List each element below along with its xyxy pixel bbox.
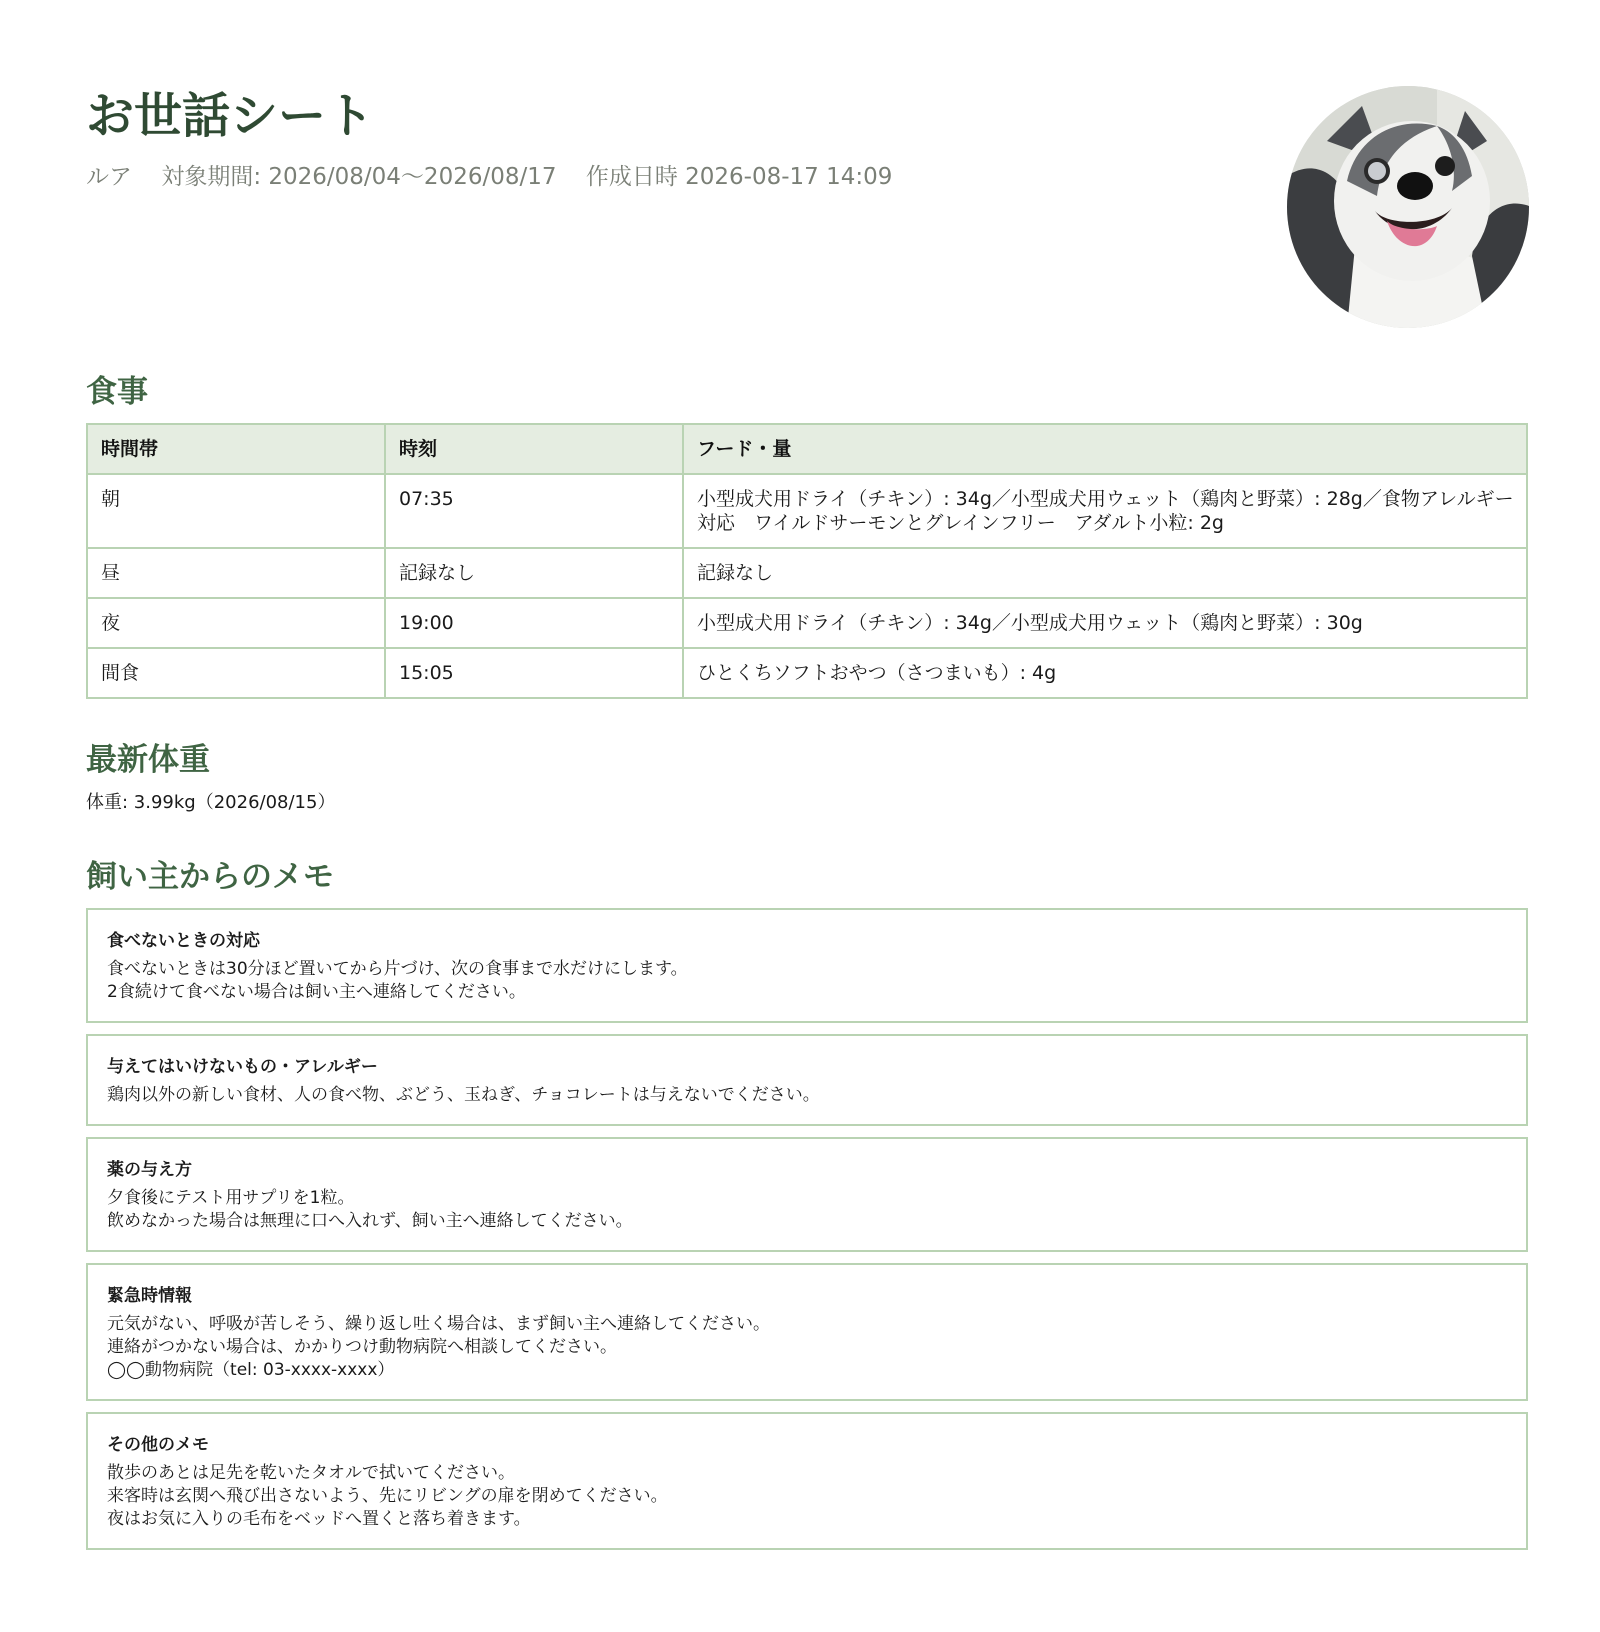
memo-card-not-eating <box>86 908 1528 1023</box>
memo-title: 食べないときの対応 <box>107 931 260 951</box>
memo-line: ◯◯動物病院（tel: 03-xxxx-xxxx） <box>107 1360 395 1380</box>
cell-slot: 朝 <box>87 474 385 548</box>
memo-line: 来客時は玄関へ飛び出さないよう、先にリビングの扉を閉めてください。 <box>107 1486 668 1506</box>
memo-card-other <box>86 1412 1528 1550</box>
memo-line: 食べないときは30分ほど置いてから片づけ、次の食事まで水だけにします。 <box>107 959 688 979</box>
memo-card-allergy <box>86 1034 1528 1126</box>
memo-line: 2食続けて食べない場合は飼い主へ連絡してください。 <box>107 982 526 1002</box>
created-at: 作成日時 2026-08-17 14:09 <box>585 164 893 190</box>
memo-line: 飲めなかった場合は無理に口へ入れず、飼い主へ連絡してください。 <box>107 1211 633 1231</box>
memo-card-emergency <box>86 1263 1528 1401</box>
cell-food: 小型成犬用ドライ（チキン）: 34g／小型成犬用ウェット（鶏肉と野菜）: 28g／食物アレルギー対応 ワイルドサーモンとグレインフリー アダルト小粒: 2g <box>683 474 1527 548</box>
pet-name: ルア <box>86 164 132 190</box>
table-row <box>87 548 1527 598</box>
column-header-time: 時刻 <box>385 424 683 474</box>
header <box>86 0 1528 340</box>
cell-food: 小型成犬用ドライ（チキン）: 34g／小型成犬用ウェット（鶏肉と野菜）: 30g <box>683 598 1527 648</box>
memo-title: 緊急時情報 <box>107 1286 192 1306</box>
meals-section-title: 食事 <box>86 374 148 410</box>
meals-table <box>86 423 1528 699</box>
memo-title: 薬の与え方 <box>107 1160 192 1180</box>
memo-line: 元気がない、呼吸が苦しそう、繰り返し吐く場合は、まず飼い主へ連絡してください。 <box>107 1314 770 1334</box>
page-title: お世話シート <box>86 88 375 144</box>
memo-title: 与えてはいけないもの・アレルギー <box>107 1057 378 1077</box>
pet-avatar <box>1287 86 1529 328</box>
table-row <box>87 598 1527 648</box>
cell-slot: 夜 <box>87 598 385 648</box>
column-header-slot: 時間帯 <box>87 424 385 474</box>
cell-slot: 間食 <box>87 648 385 698</box>
dog-photo-icon <box>1287 86 1529 328</box>
memo-line: 散歩のあとは足先を乾いたタオルで拭いてください。 <box>107 1463 515 1483</box>
cell-time: 07:35 <box>385 474 683 548</box>
memo-line: 夜はお気に入りの毛布をベッドへ置くと落ち着きます。 <box>107 1509 531 1529</box>
cell-slot: 昼 <box>87 548 385 598</box>
memo-line: 連絡がつかない場合は、かかりつけ動物病院へ相談してください。 <box>107 1337 617 1357</box>
memo-line: 夕食後にテスト用サプリを1粒。 <box>107 1188 355 1208</box>
cell-food: ひとくちソフトおやつ（さつまいも）: 4g <box>683 648 1527 698</box>
table-row <box>87 474 1527 548</box>
weight-value: 体重: 3.99kg（2026/08/15） <box>86 792 336 813</box>
cell-food: 記録なし <box>683 548 1527 598</box>
cell-time: 19:00 <box>385 598 683 648</box>
memo-section-title: 飼い主からのメモ <box>86 859 334 895</box>
memo-line: 鶏肉以外の新しい食材、人の食べ物、ぶどう、玉ねぎ、チョコレートは与えないでください。 <box>107 1085 820 1105</box>
weight-section-title: 最新体重 <box>86 742 210 778</box>
memo-card-medicine <box>86 1137 1528 1252</box>
table-header-row <box>87 424 1527 474</box>
cell-time: 15:05 <box>385 648 683 698</box>
memo-title: その他のメモ <box>107 1435 209 1455</box>
table-row <box>87 648 1527 698</box>
period: 対象期間: 2026/08/04〜2026/08/17 <box>161 164 557 190</box>
cell-time: 記録なし <box>385 548 683 598</box>
header-meta <box>86 160 914 194</box>
memo-list <box>86 908 1528 1561</box>
column-header-food: フード・量 <box>683 424 1527 474</box>
care-sheet <box>86 0 1528 1529</box>
